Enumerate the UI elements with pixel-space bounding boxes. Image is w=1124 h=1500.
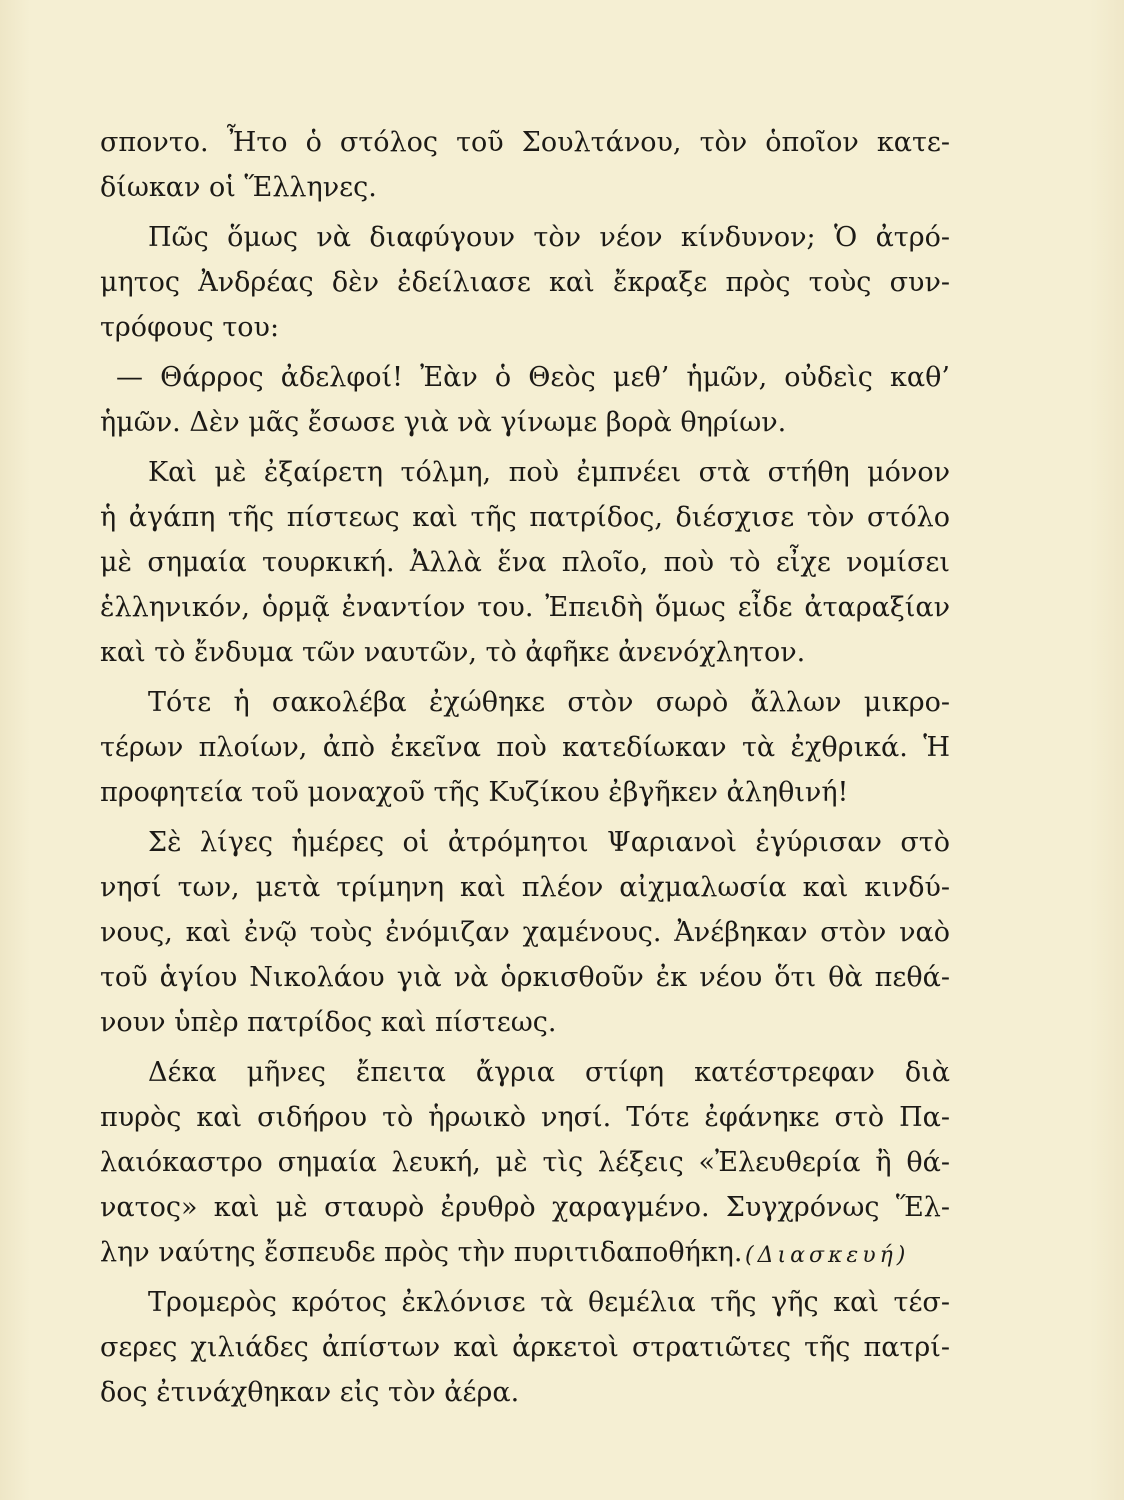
paragraph xyxy=(100,215,950,350)
text-line: τρόφους του: xyxy=(100,312,280,343)
paragraph xyxy=(100,680,950,815)
text-line: νησί των, μετὰ τρίμηνη καὶ πλέον αἰχμαλωσία καὶ κινδύ- xyxy=(100,872,950,903)
text-line: μητος Ἀνδρέας δὲν ἐδείλιασε καὶ ἔκραξε πρὸς τοὺς συν- xyxy=(100,267,950,298)
text-line: προφητεία τοῦ μοναχοῦ τῆς Κυζίκου ἐβγῆκεν ἀληθινή! xyxy=(100,777,849,808)
text-line: τοῦ ἁγίου Νικολάου γιὰ νὰ ὁρκισθοῦν ἐκ νέου ὅτι θὰ πεθά- xyxy=(100,962,950,993)
text-line: ἡ ἀγάπη τῆς πίστεως καὶ τῆς πατρίδος, διέσχισε τὸν στόλο xyxy=(100,502,950,533)
text-line: δίωκαν οἱ Ἕλληνες. xyxy=(100,172,377,203)
text-line: νουν ὑπὲρ πατρίδος καὶ πίστεως. xyxy=(100,1007,557,1038)
paragraph xyxy=(100,450,950,675)
text-line: Τότε ἡ σακολέβα ἐχώθηκε στὸν σωρὸ ἄλλων μικρο- xyxy=(148,687,950,718)
text-line: Καὶ μὲ ἐξαίρετη τόλμη, ποὺ ἐμπνέει στὰ στήθη μόνον xyxy=(148,457,950,488)
text-line: Τρομερὸς κρότος ἐκλόνισε τὰ θεμέλια τῆς γῆς καὶ τέσ- xyxy=(148,1287,950,1318)
text-line: Πῶς ὅμως νὰ διαφύγουν τὸν νέον κίνδυνον; Ὁ ἀτρό- xyxy=(148,222,950,253)
text-line: νατος» καὶ μὲ σταυρὸ ἐρυθρὸ χαραγμένο. Συγχρόνως Ἕλ- xyxy=(100,1192,950,1223)
paragraph xyxy=(100,120,950,210)
text-line: πυρὸς καὶ σιδήρου τὸ ἡρωικὸ νησί. Τότε ἐφάνηκε στὸ Πα- xyxy=(100,1102,950,1133)
text-line: μὲ σημαία τουρκική. Ἀλλὰ ἕνα πλοῖο, ποὺ τὸ εἶχε νομίσει xyxy=(100,547,950,578)
text-line: — Θάρρος ἀδελφοί! Ἐὰν ὁ Θεὸς μεθ’ ἡμῶν, οὐδεὶς καθ’ xyxy=(116,362,950,393)
text-line: Σὲ λίγες ἡμέρες οἱ ἀτρόμητοι Ψαριανοὶ ἐγύρισαν στὸ xyxy=(148,827,950,858)
text-line: σερες χιλιάδες ἀπίστων καὶ ἀρκετοὶ στρατιῶτες τῆς πατρί- xyxy=(100,1332,950,1363)
text-line: καὶ τὸ ἔνδυμα τῶν ναυτῶν, τὸ ἀφῆκε ἀνενόχλητον. xyxy=(100,637,806,668)
paragraph xyxy=(100,355,950,445)
text-line: σποντο. Ἦτο ὁ στόλος τοῦ Σουλτάνου, τὸν ὁποῖον κατε- xyxy=(100,127,950,158)
text-line: λαιόκαστρο σημαία λευκή, μὲ τὶς λέξεις «Ἐλευθερία ἢ θά- xyxy=(100,1147,950,1178)
text-line: νους, καὶ ἐνῷ τοὺς ἐνόμιζαν χαμένους. Ἀνέβηκαν στὸν ναὸ xyxy=(100,917,950,948)
text-line: δος ἐτινάχθηκαν εἰς τὸν ἀέρα. xyxy=(100,1377,520,1408)
paragraph xyxy=(100,820,950,1045)
paragraph xyxy=(100,1280,950,1415)
text-line: τέρων πλοίων, ἀπὸ ἐκεῖνα ποὺ κατεδίωκαν τὰ ἐχθρικά. Ἡ xyxy=(100,732,950,763)
paragraph xyxy=(100,1050,950,1275)
text-line: λην ναύτης ἔσπευδε πρὸς τὴν πυριτιδαποθήκη. xyxy=(100,1237,743,1268)
signature: (Διασκευή) xyxy=(745,1243,910,1268)
body-text xyxy=(100,120,950,1420)
text-line: ἑλληνικόν, ὁρμᾷ ἐναντίον του. Ἐπειδὴ ὅμως εἶδε ἀταραξίαν xyxy=(100,592,950,623)
text-line: ἡμῶν. Δὲν μᾶς ἔσωσε γιὰ νὰ γίνωμε βορὰ θηρίων. xyxy=(100,407,787,438)
text-line: Δέκα μῆνες ἔπειτα ἄγρια στίφη κατέστρεφαν διὰ xyxy=(148,1057,950,1088)
